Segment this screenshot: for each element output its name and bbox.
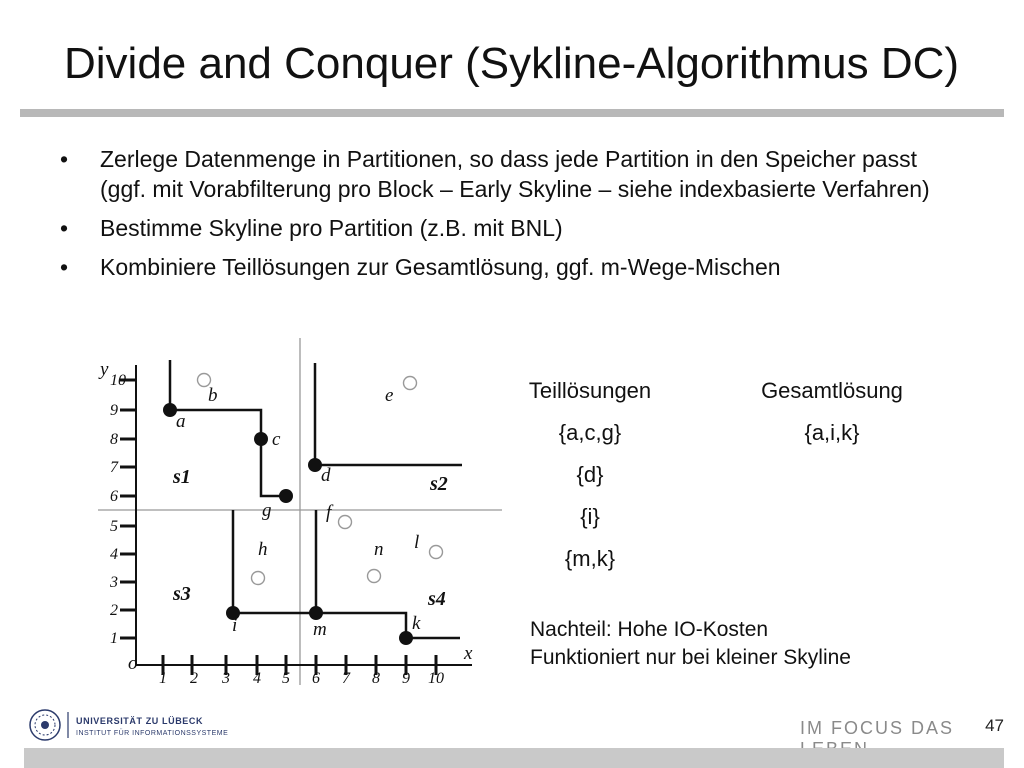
x-tick-label: 8 <box>372 670 380 687</box>
bullet-item <box>60 252 960 282</box>
drawback-note <box>530 616 851 672</box>
point-label: k <box>412 613 421 634</box>
footer-motto: IM FOCUS DAS <box>800 718 955 738</box>
skyline-point-c <box>254 432 268 446</box>
bullet-item <box>60 213 960 243</box>
skyline-point-g <box>279 489 293 503</box>
x-tick-label: 3 <box>222 670 230 687</box>
x-tick-label: 1 <box>159 670 167 687</box>
note-line: Funktioniert nur bei kleiner Skyline <box>530 646 851 669</box>
skyline-point-a <box>163 403 177 417</box>
bullet-text: Kombiniere Teillösungen zur Gesamtlösung, ggf. m-Wege-Mischen <box>100 254 781 280</box>
bullet-symbol: • <box>60 215 69 241</box>
partition-label-s1: s1 <box>173 466 191 488</box>
slide-footer <box>0 700 1024 768</box>
y-tick-label: 3 <box>110 574 118 591</box>
x-tick-label: 2 <box>190 670 198 687</box>
x-tick-label: 7 <box>342 670 350 687</box>
point-label: h <box>258 539 268 560</box>
y-tick-label: 4 <box>110 546 118 563</box>
y-tick-label: 9 <box>110 402 118 419</box>
university-name: UNIVERSITÄT ZU LÜBECK <box>76 716 204 726</box>
y-tick-label: 7 <box>110 459 118 476</box>
point-label: d <box>321 465 331 486</box>
title-divider <box>20 109 1004 117</box>
y-tick-marks <box>120 380 136 638</box>
y-tick-label: 1 <box>110 630 118 647</box>
bullet-text: Zerlege Datenmenge in Partitionen, so dass jede Partition in den Speicher passt (ggf. mit Vorabfilterung pro Block – Early Skyline – siehe indexbasierte Verfahren) <box>100 146 930 202</box>
x-tick-label: 9 <box>402 670 410 687</box>
point-label: e <box>385 385 394 406</box>
point-n <box>368 570 381 583</box>
point-label: c <box>272 429 281 450</box>
partition-label-s4: s4 <box>428 588 446 610</box>
x-tick-label: 4 <box>253 670 261 687</box>
note-line: Nachteil: Hohe IO-Kosten <box>530 618 769 641</box>
y-tick-label: 6 <box>110 488 118 505</box>
y-axis-label: y <box>100 359 109 380</box>
university-logo <box>28 708 328 742</box>
total-solution-header: Gesamtlösung <box>761 378 903 403</box>
point-f <box>339 516 352 529</box>
point-l <box>430 546 443 559</box>
point-label: b <box>208 385 218 406</box>
skyline-point-d <box>308 458 322 472</box>
bullet-item <box>60 144 960 204</box>
skyline-diagram <box>80 335 510 695</box>
origin-label: o <box>128 653 138 674</box>
x-tick-label: 5 <box>282 670 290 687</box>
bullet-symbol: • <box>60 254 69 280</box>
x-axis-label: x <box>464 643 473 664</box>
point-label: a <box>176 411 186 432</box>
skyline-partition-figure <box>80 335 510 695</box>
point-label: m <box>313 619 327 640</box>
bullet-list <box>60 144 960 291</box>
partial-solution: {a,c,g} <box>558 420 622 445</box>
x-tick-label: 6 <box>312 670 320 687</box>
partition-label-s3: s3 <box>173 583 191 605</box>
partial-solution: {i} <box>580 504 600 529</box>
point-label: f <box>326 502 332 523</box>
point-label: n <box>374 539 384 560</box>
page-number: 47 <box>985 716 1004 735</box>
y-tick-label: 2 <box>110 602 118 619</box>
point-label: g <box>262 500 272 521</box>
partial-solution: {d} <box>576 462 604 487</box>
total-solution-column <box>712 370 952 454</box>
partition-label-s2: s2 <box>430 473 448 495</box>
point-label: l <box>414 532 420 553</box>
slide-title: Divide and Conquer (Sykline-Algorithmus DC) <box>64 39 960 88</box>
partial-solution: {m,k} <box>564 546 616 571</box>
footer-bar <box>24 748 1004 768</box>
x-tick-label: 10 <box>428 670 444 687</box>
point-label: i <box>232 615 238 636</box>
bullet-text: Bestimme Skyline pro Partition (z.B. mit BNL) <box>100 215 563 241</box>
partial-solutions-header: Teillösungen <box>528 378 652 403</box>
y-tick-label: 8 <box>110 431 118 448</box>
bullet-symbol: • <box>60 146 69 172</box>
y-tick-label: 10 <box>110 372 126 389</box>
y-tick-label: 5 <box>110 518 118 535</box>
institute-name: INSTITUT FÜR INFORMATIONSSYSTEME <box>76 730 229 737</box>
point-h <box>252 572 265 585</box>
partial-solutions-column <box>470 370 710 580</box>
skyline-point-m <box>309 606 323 620</box>
skyline-point-k <box>399 631 413 645</box>
point-e <box>404 377 417 390</box>
total-solution: {a,i,k} <box>804 420 860 445</box>
